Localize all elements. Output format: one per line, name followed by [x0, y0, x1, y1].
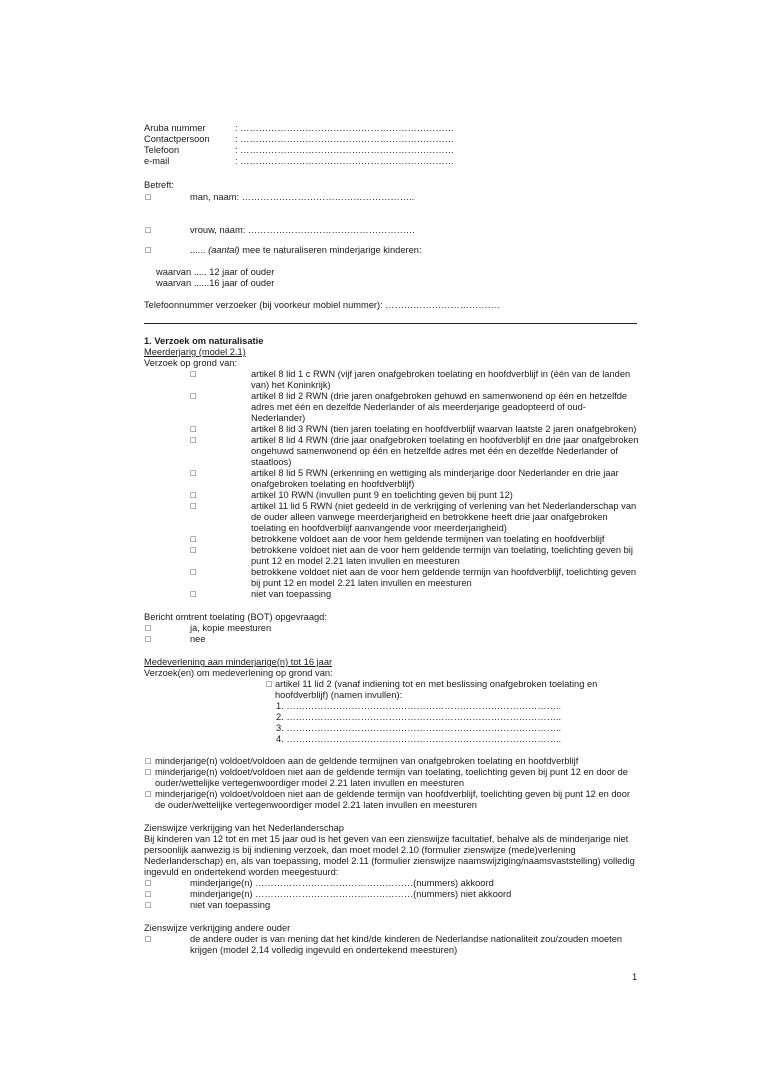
akkoord-text: minderjarige(n) ……………………………………………(nummers) akkoord	[190, 878, 494, 888]
vrouw-name-line: vrouw, naam: ………………………………………………	[190, 225, 416, 235]
checkbox-option-10[interactable]: □	[190, 568, 197, 576]
kinderen-suffix: mee te naturaliseren minderjarige kinderen:	[239, 245, 422, 255]
name-line-4[interactable]: 4. ……………………………………………………………………………..	[276, 734, 562, 744]
checkbox-option-2[interactable]: □	[190, 392, 197, 400]
medeverlening-grond-label: Verzoek(en) om medeverlening op grond van:	[144, 668, 333, 678]
zienswijze-title: Zienswijze verkrijging van het Nederlanderschap	[144, 823, 344, 833]
checkbox-option-3[interactable]: □	[190, 425, 197, 433]
aruba-number-field[interactable]: : ……………………………………………………………	[235, 123, 454, 133]
checkbox-man[interactable]: □	[145, 193, 152, 201]
option-10-text: betrokkene voldoet niet aan de voor hem geldende termijn van hoofdverblijf, toelichting geven bij punt 12 en model 2.21 laten invullen en meesturen	[251, 567, 637, 588]
name-line-3[interactable]: 3. ……………………………………………………………………………..	[276, 723, 562, 733]
betreft-label: Betreft:	[144, 180, 174, 190]
checkbox-option-6[interactable]: □	[190, 491, 197, 499]
option-3-text: artikel 8 lid 3 RWN (tien jaren toelating en hoofdverblijf waarvan laatste 2 jaren onafgebroken)	[251, 424, 637, 434]
kinderen-line	[190, 245, 422, 256]
minor-1-text: minderjarige(n) voldoet/voldoen aan de geldende termijnen van onafgebroken toelating en hoofdverblijf	[155, 756, 579, 766]
minor-3-text: minderjarige(n) voldoet/voldoen niet aan de geldende termijn van hoofdverblijf, toelichting geven bij punt 12 en door de ouder/wettelijke vertegenwoordiger model 2.21 laten invullen en meesturen	[155, 789, 630, 810]
bot-label: Bericht omtrent toelating (BOT) opgevraagd:	[144, 612, 327, 622]
niet-akkoord-text: minderjarige(n) ……………………………………………(nummers) niet akkoord	[190, 889, 512, 899]
option-1-text: artikel 8 lid 1 c RWN (vijf jaren onafgebroken toelating en hoofdverblijf in (één van de landen van) het Koninkrijk)	[251, 369, 631, 390]
telefoon-verzoeker-line: Telefoonnummer verzoeker (bij voorkeur mobiel nummer): ……………………………….	[144, 300, 500, 310]
bot-ja-text: ja, kopie meesturen	[190, 623, 272, 633]
zienswijze-text: Bij kinderen van 12 tot en met 15 jaar oud is het geven van een zienswijze facultatief, behalve als de minderjarige niet persoonlijk aanwezig is bij indiening verzoek, dan moet model 2.10 (formulier zienswijze (mede)verlening Nederlanderschap) en, als van toepassing, model 2.11 (formulier zienswijze naamswijziging/naamsvaststelling) volledig ingevuld en ondertekend worden meegestuurd:	[144, 834, 635, 877]
option-8-text: betrokkene voldoet aan de voor hem geldende termijnen van toelating en hoofdverblijf	[251, 534, 605, 544]
checkbox-minor-2[interactable]: □	[145, 768, 152, 776]
section1-grond-label: Verzoek op grond van:	[144, 358, 238, 368]
option-7-text: artikel 11 lid 5 RWN (niet gedeeld in de verkrijging of verlening van het Nederlanderschap van de ouder alleen vanwege meerderjarigheid en betrokkene heeft drie jaar onafgebroken toelating en hoofdverblijf aanvangende voor meerderjarigheid)	[251, 501, 637, 533]
section-divider	[144, 323, 637, 324]
option-6-text: artikel 10 RWN (invullen punt 9 en toelichting geven bij punt 12)	[251, 490, 513, 500]
option-9-text: betrokkene voldoet niet aan de voor hem geldende termijn van toelating, toelichting geven bij punt 12 en model 2.21 laten invullen en meesturen	[251, 545, 633, 566]
checkbox-bot-nee[interactable]: □	[145, 635, 152, 643]
email-label: e-mail	[144, 156, 170, 166]
contact-person-label: Contactpersoon	[144, 134, 210, 144]
checkbox-niet-akkoord[interactable]: □	[145, 890, 152, 898]
checkbox-vrouw[interactable]: □	[145, 226, 152, 234]
checkbox-option-1[interactable]: □	[190, 370, 197, 378]
checkbox-option-9[interactable]: □	[190, 546, 197, 554]
option-5-text: artikel 8 lid 5 RWN (erkenning en wettiging als minderjarige door Nederlander en drie jaar onafgebroken toelating en hoofdverblijf)	[251, 468, 619, 489]
andere-ouder-text: de andere ouder is van mening dat het kind/de kinderen de Nederlandse nationaliteit zou/zouden moeten krijgen (model 2.14 volledig ingevuld en ondertekend meesturen)	[190, 934, 623, 955]
bot-nee-text: nee	[190, 634, 206, 644]
contact-person-field[interactable]: : ……………………………………………………………	[235, 134, 454, 144]
kinderen-aantal: (aantal)	[208, 245, 240, 255]
option-11-text: niet van toepassing	[251, 589, 332, 599]
checkbox-option-5[interactable]: □	[190, 469, 197, 477]
checkbox-zienswijze-nvt[interactable]: □	[145, 901, 152, 909]
option-2-text: artikel 8 lid 2 RWN (drie jaren onafgebroken gehuwd en samenwonend op één en hetzelfde adres met één en dezelfde Nederlander of als meerderjarige geadopteerd of oud-Nederlander)	[251, 391, 628, 423]
checkbox-akkoord[interactable]: □	[145, 879, 152, 887]
waarvan-16-line: waarvan ......16 jaar of ouder	[156, 278, 275, 288]
minor-2-text: minderjarige(n) voldoet/voldoen niet aan de geldende termijn van toelating, toelichting geven bij punt 12 en door de ouder/wettelijke vertegenwoordiger model 2.21 laten invullen en meesturen	[155, 767, 628, 788]
name-line-1[interactable]: 1. ……………………………………………………………………………..	[276, 701, 562, 711]
medeverlening-title: Medeverlening aan minderjarige(n) tot 16 jaar	[144, 657, 333, 667]
name-line-2[interactable]: 2. ……………………………………………………………………………..	[276, 712, 562, 722]
checkbox-minor-3[interactable]: □	[145, 790, 152, 798]
kinderen-prefix: ......	[190, 245, 209, 255]
telephone-field[interactable]: : ……………………………………………………………	[235, 145, 454, 155]
andere-ouder-title: Zienswijze verkrijging andere ouder	[144, 923, 291, 933]
checkbox-artikel-11-2[interactable]: □	[266, 680, 273, 688]
waarvan-12-line: waarvan ..... 12 jaar of ouder	[156, 267, 275, 277]
section1-title: 1. Verzoek om naturalisatie	[144, 336, 264, 346]
section1-subtitle: Meerderjarig (model 2.1)	[144, 347, 246, 357]
checkbox-option-4[interactable]: □	[190, 436, 197, 444]
checkbox-andere-ouder[interactable]: □	[145, 935, 152, 943]
artikel-11-2-text: artikel 11 lid 2 (vanaf indiening tot en met beslissing onafgebroken toelating en hoofdverblijf) (namen invullen):	[275, 679, 598, 700]
zienswijze-nvt-text: niet van toepassing	[190, 900, 271, 910]
option-4-text: artikel 8 lid 4 RWN (drie jaar onafgebroken toelating en hoofdverblijf en drie jaar onafgebroken ongehuwd samenwonend op één en hetzelfde adres met één en dezelfde Nederlander of staatloos)	[251, 435, 639, 467]
checkbox-bot-ja[interactable]: □	[145, 624, 152, 632]
page-number: 1	[632, 972, 638, 982]
checkbox-option-11[interactable]: □	[190, 590, 197, 598]
checkbox-option-8[interactable]: □	[190, 535, 197, 543]
man-name-line: man, naam: ………………………………………………..	[190, 192, 415, 202]
telephone-label: Telefoon	[144, 145, 180, 155]
aruba-number-label: Aruba nummer	[144, 123, 206, 133]
email-field[interactable]: : ……………………………………………………………	[235, 156, 454, 166]
checkbox-kinderen[interactable]: □	[145, 246, 152, 254]
checkbox-minor-1[interactable]: □	[145, 757, 152, 765]
checkbox-option-7[interactable]: □	[190, 502, 197, 510]
